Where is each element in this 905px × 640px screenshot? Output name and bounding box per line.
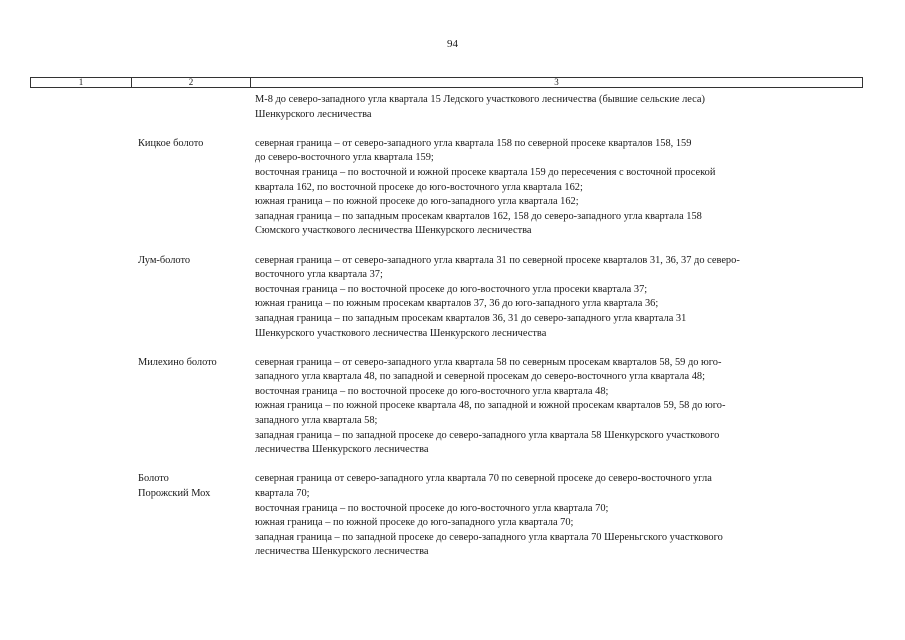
text-line: Шенкурского лесничества xyxy=(255,108,372,120)
column-header-1: 1 xyxy=(31,78,132,88)
text-line: М-8 до северо-западного угла квартала 15 Ледского участкового лесничества (бывшие сельские леса) xyxy=(255,94,705,105)
text-line: восточная граница – по восточной и южной просеке квартала 159 до пересечения с восточной просекой xyxy=(255,166,716,178)
entry-lum-boloto xyxy=(0,254,905,342)
text-line: западная граница – по западным просекам кварталов 162, 158 до северо-западного угла квартала 158 xyxy=(255,210,702,222)
text-line: западная граница – по западным просекам кварталов 36, 31 до северо-западного угла квартала 31 xyxy=(255,312,687,324)
text-line: лесничества Шенкурского лесничества xyxy=(255,444,429,456)
entry-name xyxy=(138,472,250,501)
entry-name-line: Кицкое болото xyxy=(138,137,204,149)
text-line: Сюмского участкового лесничества Шенкурского лесничества xyxy=(255,225,532,237)
text-line: южная граница – по южной просеке квартала 48, по западной и южной просекам кварталов 59, 58 до юго- xyxy=(255,400,726,412)
text-line: восточная граница – по восточной просеке до юго-восточного угла просеки квартала 37; xyxy=(255,283,648,295)
column-header-2: 2 xyxy=(132,78,251,88)
entry-porozhsky-mokh xyxy=(0,472,905,560)
column-header-row xyxy=(31,78,863,88)
text-line: западная граница – по западной просеке до северо-западного угла квартала 58 Шенкурского участкового xyxy=(255,429,720,441)
column-header-table xyxy=(30,77,863,88)
text-line: северная граница от северо-западного угла квартала 70 по северной просеке до северо-восточного угла xyxy=(255,473,712,485)
text-line: восточного угла квартала 37; xyxy=(255,269,383,281)
document-body xyxy=(0,93,905,560)
text-line: западная граница – по западной просеке до северо-западного угла квартала 70 Шереньгского участкового xyxy=(255,531,723,543)
entry-name-line: Милехино болото xyxy=(138,356,217,368)
text-line: северная граница – от северо-западного угла квартала 158 по северной просеке кварталов 158, 159 xyxy=(255,137,692,149)
page-number: 94 xyxy=(447,38,458,50)
text-line: восточная граница – по восточной просеке до юго-восточного угла квартала 70; xyxy=(255,502,609,514)
text-line: западного угла квартала 48, по западной и северной просекам до северо-восточного угла квартала 48; xyxy=(255,371,705,383)
entry-boundary-description xyxy=(255,137,870,239)
entry-boundary-description xyxy=(255,472,870,560)
text-line: северная граница – от северо-западного угла квартала 31 по северной просеке кварталов 31, 36, 37 до северо- xyxy=(255,254,740,266)
continuation-row xyxy=(0,93,905,122)
text-line: северная граница – от северо-западного угла квартала 58 по северным просекам кварталов 58, 59 до юго- xyxy=(255,356,722,368)
text-line: квартала 162, по восточной просеке до юго-восточного угла квартала 162; xyxy=(255,181,583,193)
text-line: до северо-восточного угла квартала 159; xyxy=(255,152,434,164)
continuation-text xyxy=(255,93,870,122)
text-line: южная граница – по южной просеке до юго-западного угла квартала 162; xyxy=(255,196,579,208)
entry-name xyxy=(138,254,250,269)
entry-name-line: Лум-болото xyxy=(138,254,191,266)
entry-name xyxy=(138,137,250,152)
text-line: южная граница – по южной просеке до юго-западного угла квартала 70; xyxy=(255,517,574,529)
entry-name-line: Порожский Мох xyxy=(138,488,211,500)
entry-name-line: Болото xyxy=(138,473,169,485)
entry-boundary-description xyxy=(255,254,870,342)
text-line: южная граница – по южным просекам кварталов 37, 36 до юго-западного угла квартала 36; xyxy=(255,298,659,310)
text-line: лесничества Шенкурского лесничества xyxy=(255,546,429,558)
text-line: западного угла квартала 58; xyxy=(255,415,378,427)
text-line: Шенкурского участкового лесничества Шенкурского лесничества xyxy=(255,327,547,339)
text-line: восточная граница – по восточной просеке до юго-восточного угла квартала 48; xyxy=(255,385,609,397)
entry-milekhino-boloto xyxy=(0,356,905,458)
text-line: квартала 70; xyxy=(255,488,310,500)
entry-boundary-description xyxy=(255,356,870,458)
entry-name xyxy=(138,356,250,371)
column-header-3: 3 xyxy=(251,78,863,88)
entry-kitskoe-boloto xyxy=(0,137,905,239)
